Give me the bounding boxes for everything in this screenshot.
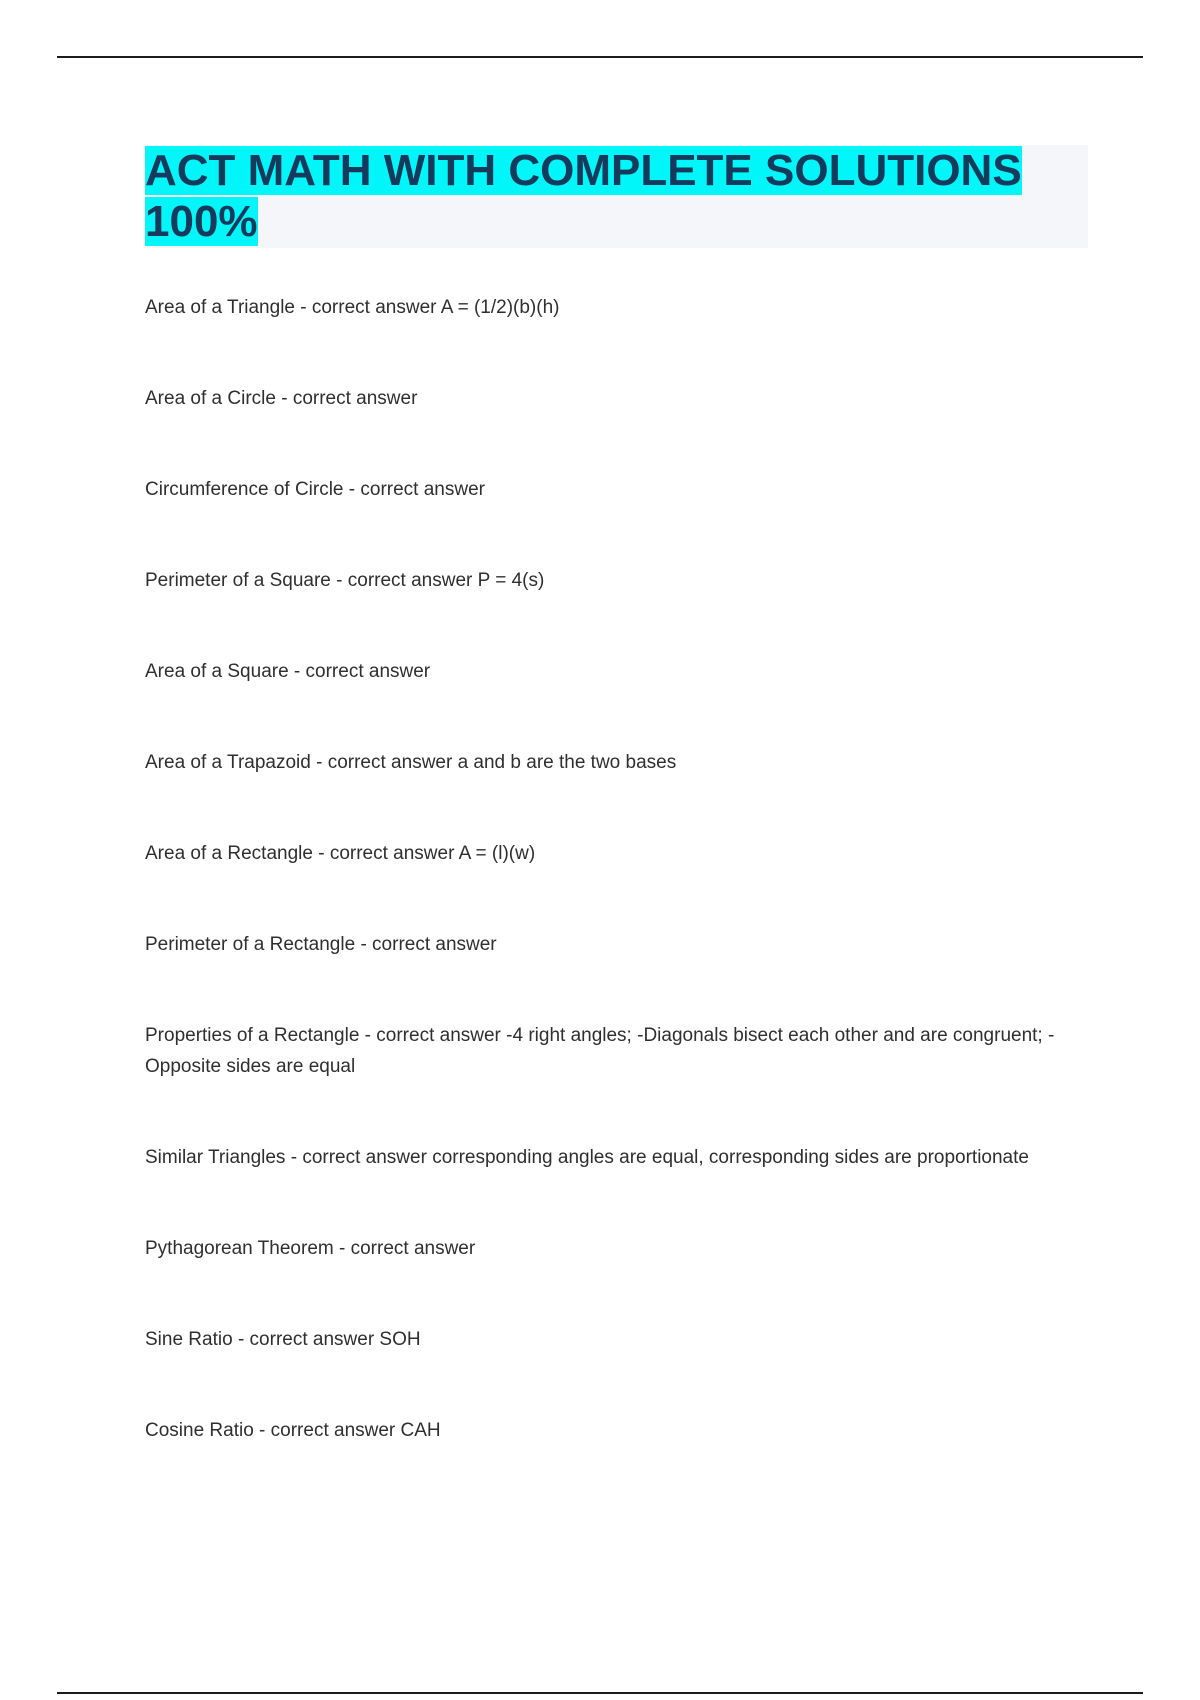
qa-item: Perimeter of a Square - correct answer P = 4(s)	[145, 570, 545, 591]
title-highlight: ACT MATH WITH COMPLETE SOLUTIONS 100%	[145, 146, 1022, 246]
qa-item: Sine Ratio - correct answer SOH	[145, 1329, 421, 1350]
qa-item: Area of a Rectangle - correct answer A = (l)(w)	[145, 843, 536, 864]
qa-item: Properties of a Rectangle - correct answer -4 right angles; -Diagonals bisect each other and are congruent; -Opposite sides are equal	[145, 1025, 1055, 1077]
qa-item: Area of a Circle - correct answer	[145, 388, 418, 409]
qa-item: Cosine Ratio - correct answer CAH	[145, 1420, 441, 1441]
qa-item: Similar Triangles - correct answer corresponding angles are equal, corresponding sides are proportionate	[145, 1147, 1029, 1168]
qa-item: Circumference of Circle - correct answer	[145, 479, 485, 500]
qa-item: Area of a Trapazoid - correct answer a and b are the two bases	[145, 752, 677, 773]
qa-item: Area of a Square - correct answer	[145, 661, 431, 682]
qa-item: Area of a Triangle - correct answer A = (1/2)(b)(h)	[145, 297, 560, 318]
header-rule	[57, 56, 1143, 58]
footer-rule	[57, 1692, 1143, 1694]
title-block	[145, 145, 1088, 248]
qa-item: Pythagorean Theorem - correct answer	[145, 1238, 476, 1259]
qa-item: Perimeter of a Rectangle - correct answer	[145, 934, 497, 955]
qa-list	[145, 292, 1095, 1506]
document-title	[145, 145, 1088, 247]
